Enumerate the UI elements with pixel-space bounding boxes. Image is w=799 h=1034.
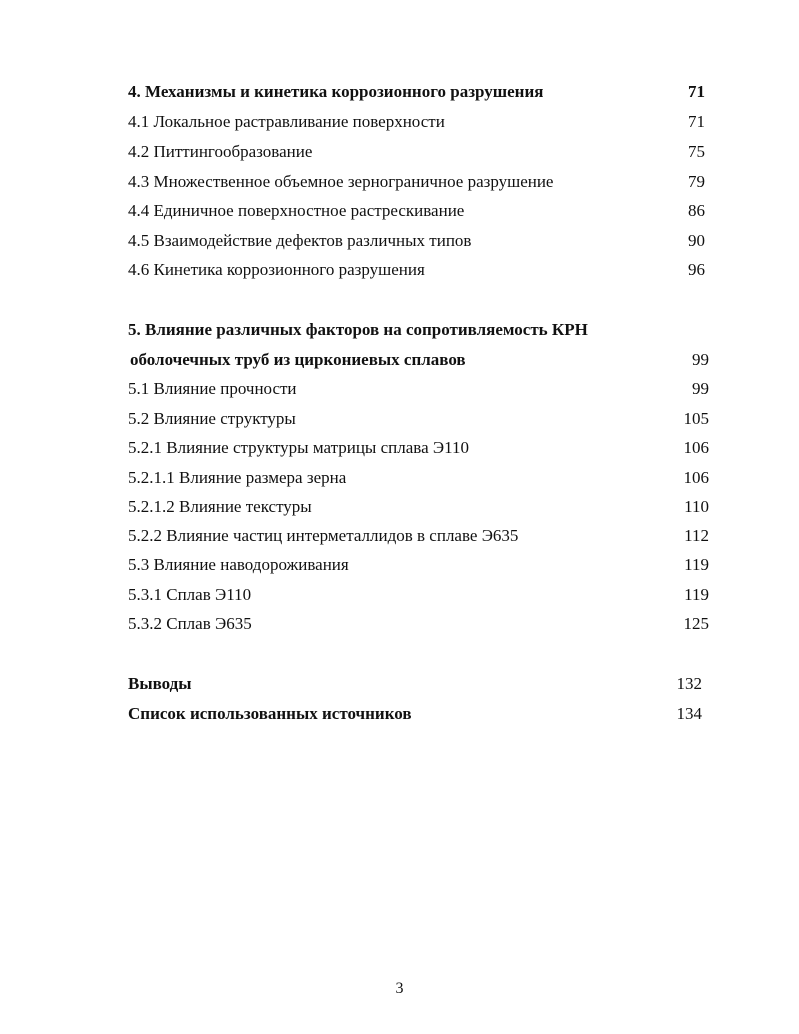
toc-page-number: 99 [692,350,709,369]
toc-page-number: 112 [684,526,709,545]
toc-page-number: 125 [683,614,709,633]
toc-line-5-2-1 [128,436,709,460]
toc-line-4-3 [128,170,709,194]
toc-page-number: 106 [683,438,709,457]
toc-line-5-2-1-2 [128,495,709,519]
toc-title: 5. Влияние различных факторов на сопротивляемость КРН [128,320,588,339]
toc-page-number: 110 [684,497,709,516]
toc-line-5-2 [128,407,709,431]
toc-title: 5.3.1 Сплав Э110 [128,585,252,604]
toc-line-5-3 [128,553,709,577]
toc-page-number: 105 [683,409,709,428]
toc-title: 5.2.2 Влияние частиц интерметаллидов в сплаве Э635 [128,526,519,545]
toc-page-number: 119 [684,585,709,604]
toc-page-number: 134 [676,704,702,723]
toc-line-4-6 [128,258,709,282]
toc-line-references [128,702,709,726]
toc-title: 5.3.2 Сплав Э635 [128,614,252,633]
toc-line-5-3-1 [128,583,709,607]
toc-line-conclusions [128,672,709,696]
toc-line-4-5 [128,229,709,253]
toc-title: 5.3 Влияние наводороживания [128,555,349,574]
toc-page-number: 99 [692,379,709,398]
toc-title: 5.2.1.1 Влияние размера зерна [128,468,347,487]
toc-title: 5.2 Влияние структуры [128,409,296,428]
toc-title: 4.6 Кинетика коррозионного разрушения [128,260,425,279]
toc-title: 4.4 Единичное поверхностное растрескивание [128,201,465,220]
toc-page-number: 106 [683,468,709,487]
toc-title: 4.3 Множественное объемное зернограничное разрушение [128,172,554,191]
toc-title: 4. Механизмы и кинетика коррозионного разрушения [128,82,544,101]
toc-title: 5.1 Влияние прочности [128,379,297,398]
toc-line-5-1 [128,377,709,401]
toc-title: оболочечных труб из циркониевых сплавов [130,350,466,369]
toc-page-number: 132 [676,674,702,693]
toc-page-number: 96 [688,260,705,279]
toc-line-4-1 [128,110,709,134]
page-number: 3 [395,980,404,997]
toc-title: Список использованных источников [128,704,412,723]
toc-page-number: 86 [688,201,705,220]
toc-page-number: 71 [688,82,705,101]
toc-line-5-2-1-1 [128,466,709,490]
toc-page-number: 119 [684,555,709,574]
toc-line-5-3-2 [128,612,709,636]
toc-line-4-4 [128,199,709,223]
toc-line-4-2 [128,140,709,164]
toc-line-chapter-5 [128,318,709,342]
toc-page-number: 79 [688,172,705,191]
toc-line-chapter-4 [128,80,709,104]
toc-title: 4.2 Питтингообразование [128,142,313,161]
toc-page-number: 71 [688,112,705,131]
toc-page-number: 90 [688,231,705,250]
toc-title: 5.2.1 Влияние структуры матрицы сплава Э110 [128,438,469,457]
toc-line-5-2-2 [128,524,709,548]
toc-title: 5.2.1.2 Влияние текстуры [128,497,312,516]
toc-title: Выводы [128,674,192,693]
toc-page-number: 75 [688,142,705,161]
toc-title: 4.1 Локальное растравливание поверхности [128,112,445,131]
toc-title: 4.5 Взаимодействие дефектов различных типов [128,231,472,250]
toc-line-chapter-5-cont [128,348,709,372]
